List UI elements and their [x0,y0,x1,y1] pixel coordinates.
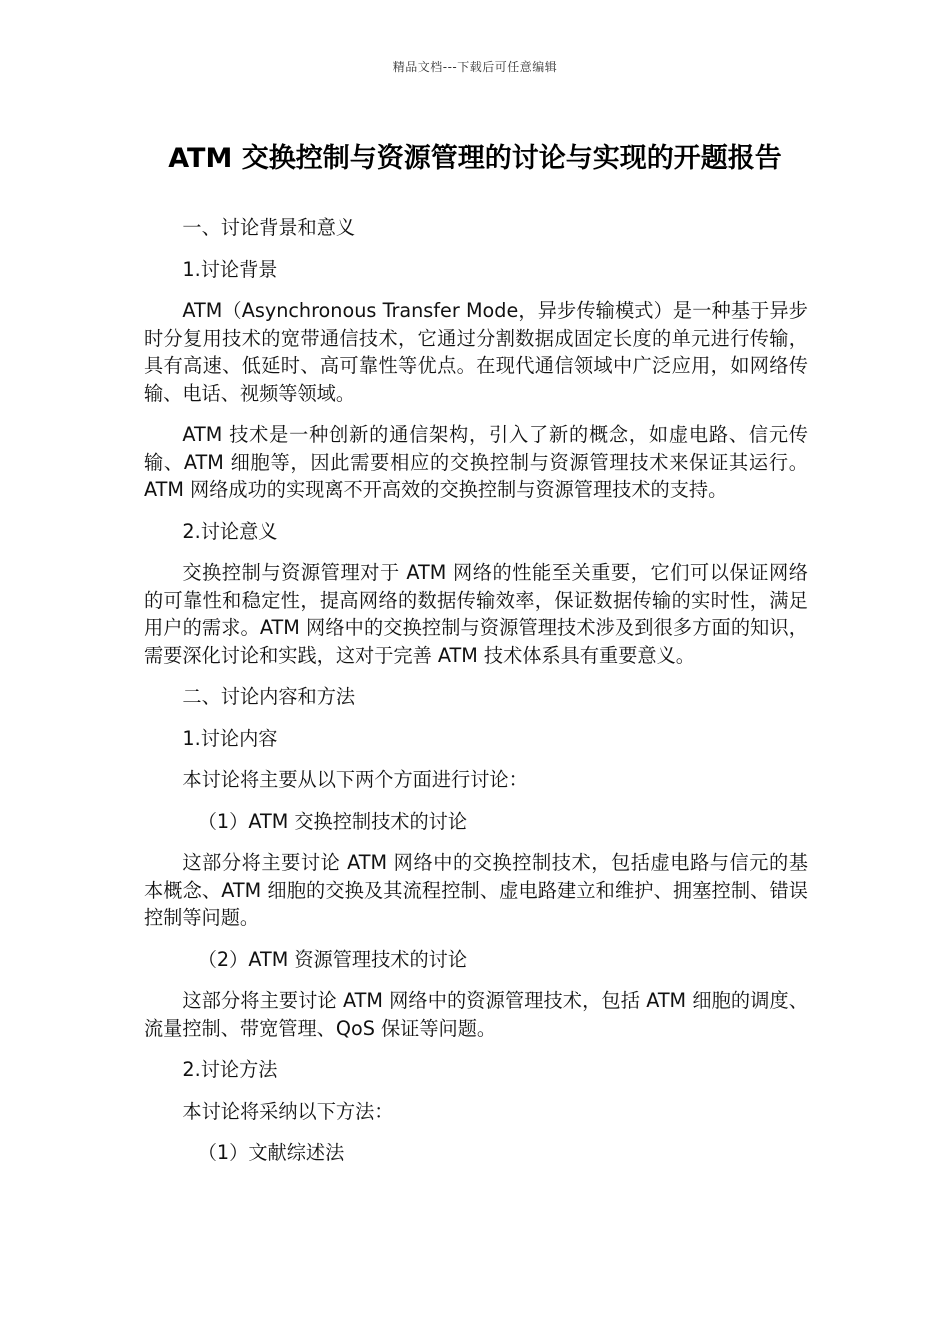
body-paragraph: ATM 技术是一种创新的通信架构，引入了新的概念，如虚电路、信元传输、ATM 细胞等，因此需要相应的交换控制与资源管理技术来保证其运行。ATM 网络成功的实现离不开高效的交换控制与资源管理技术的支持。 [144,423,808,501]
body-paragraph: 本讨论将采纳以下方法： [182,1099,394,1123]
section-heading-background: 一、讨论背景和意义 [182,216,356,239]
body-paragraph: 这部分将主要讨论 ATM 网络中的资源管理技术，包括 ATM 细胞的调度、流量控制、带宽管理、QoS 保证等问题。 [144,989,808,1040]
list-item: （1）ATM 交换控制技术的讨论 [197,809,468,833]
body-paragraph: 本讨论将主要从以下两个方面进行讨论： [182,768,528,791]
subsection-heading: 2.讨论意义 [182,519,278,543]
document-body [144,214,808,1181]
header-note: 精品文档---下载后可任意编辑 [392,60,558,74]
list-item: （1）文献综述法 [197,1141,345,1164]
subsection-heading: 2.讨论方法 [182,1058,278,1081]
subsection-heading: 1.讨论内容 [182,726,278,750]
list-item: （2）ATM 资源管理技术的讨论 [197,947,468,971]
subsection-heading: 1.讨论背景 [182,257,278,281]
section-heading-content: 二、讨论内容和方法 [182,685,356,708]
body-paragraph: ATM（Asynchronous Transfer Mode，异步传输模式）是一种基于异步时分复用技术的宽带通信技术，它通过分割数据成固定长度的单元进行传输，具有高速、低延时、高可靠性等优点。在现代通信领域中广泛应用，如网络传输、电话、视频等领域。 [144,299,808,405]
body-paragraph: 交换控制与资源管理对于 ATM 网络的性能至关重要，它们可以保证网络的可靠性和稳定性，提高网络的数据传输效率，保证数据传输的实时性，满足用户的需求。ATM 网络中的交换控制与资源管理技术涉及到很多方面的知识，需要深化讨论和实践，这对于完善 ATM 技术体系具有重要意义。 [144,561,808,667]
body-paragraph: 这部分将主要讨论 ATM 网络中的交换控制技术，包括虚电路与信元的基本概念、ATM 细胞的交换及其流程控制、虚电路建立和维护、拥塞控制、错误控制等问题。 [144,851,808,929]
page-title: ATM 交换控制与资源管理的讨论与实现的开题报告 [168,143,782,174]
